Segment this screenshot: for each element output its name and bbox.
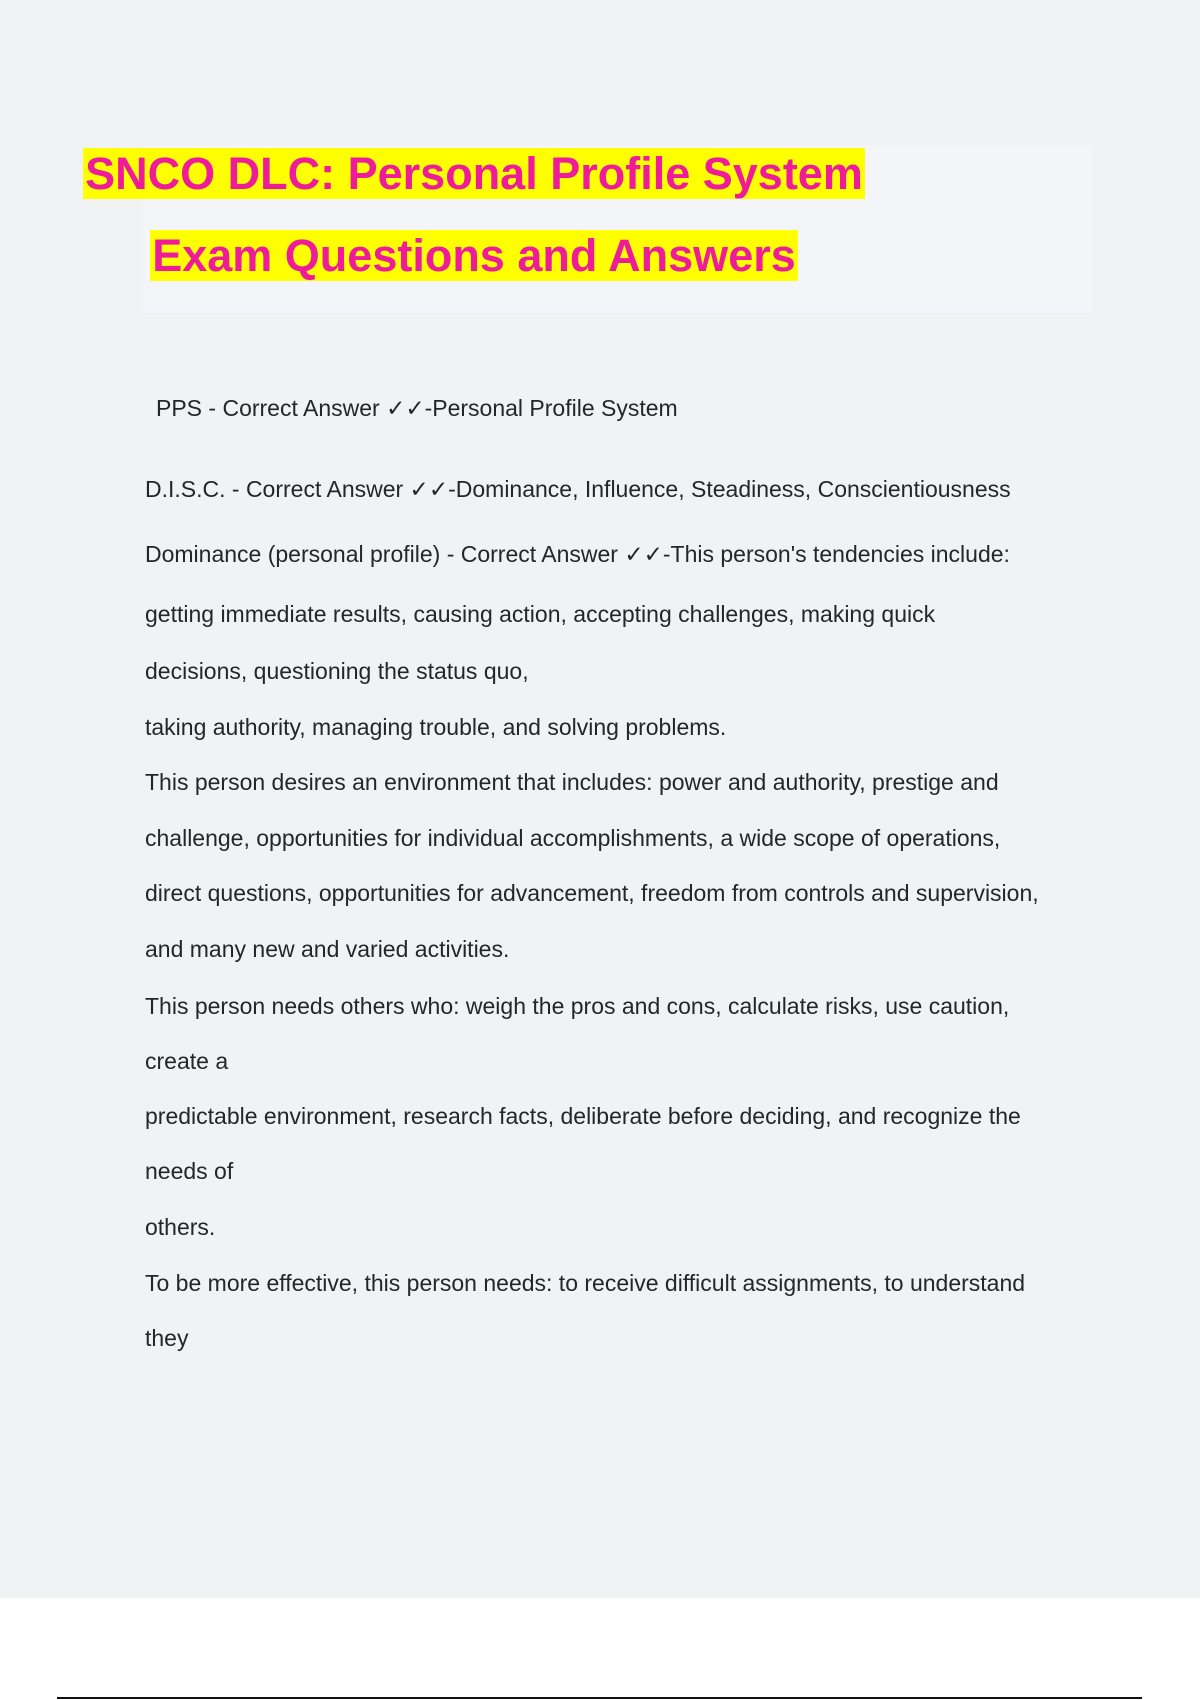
body-line: decisions, questioning the status quo, xyxy=(145,658,529,684)
body-line: This person needs others who: weigh the pros and cons, calculate risks, use caution, xyxy=(145,993,1010,1019)
body-line: To be more effective, this person needs: to receive difficult assignments, to understand xyxy=(145,1270,1026,1296)
body-line: needs of xyxy=(145,1158,234,1184)
body-line: they xyxy=(145,1325,189,1351)
body-line: getting immediate results, causing action, accepting challenges, making quick xyxy=(145,601,936,627)
body-line: direct questions, opportunities for advancement, freedom from controls and supervision, xyxy=(145,880,1039,906)
body-line: predictable environment, research facts, deliberate before deciding, and recognize the xyxy=(145,1103,1021,1129)
body-line: challenge, opportunities for individual accomplishments, a wide scope of operations, xyxy=(145,825,1001,851)
body-line: taking authority, managing trouble, and solving problems. xyxy=(145,714,727,740)
qa-line-pps: PPS - Correct Answer ✓✓-Personal Profile System xyxy=(156,395,678,421)
body-line: create a xyxy=(145,1048,229,1074)
qa-line-dominance: Dominance (personal profile) - Correct Answer ✓✓-This person's tendencies include: xyxy=(145,541,1010,567)
document-title-line-1: SNCO DLC: Personal Profile System xyxy=(85,148,863,199)
body-line: This person desires an environment that includes: power and authority, prestige and xyxy=(145,769,999,795)
body-line: others. xyxy=(145,1214,216,1240)
body-line: and many new and varied activities. xyxy=(145,936,510,962)
document-title-line-2: Exam Questions and Answers xyxy=(152,230,796,281)
bottom-rule xyxy=(57,1697,1142,1699)
qa-line-disc: D.I.S.C. - Correct Answer ✓✓-Dominance, Influence, Steadiness, Conscientiousness xyxy=(145,476,1011,502)
